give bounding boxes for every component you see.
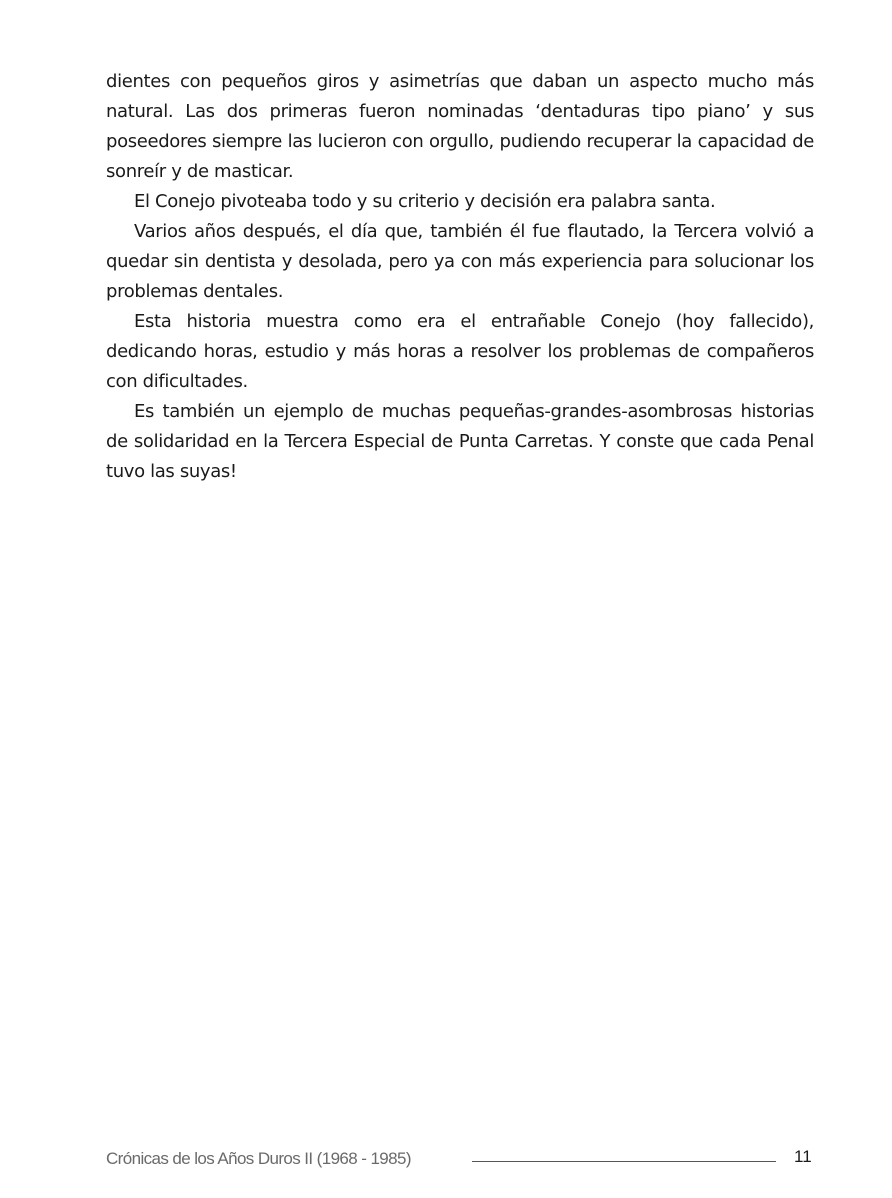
page-footer (106, 1146, 814, 1174)
paragraph-continuation: dientes con pequeños giros y asimetrías que daban un aspecto mucho más natural. Las dos primeras fueron nominadas ‘dentaduras tipo piano’ y sus poseedores siempre las lucieron con orgullo, pudiendo recuperar la capacidad de sonreír y de masticar. (106, 71, 814, 182)
paragraph-years-later: Varios años después, el día que, también él fue flautado, la Tercera volvió a quedar sin dentista y desolada, pero ya con más experiencia para solucionar los problemas dentales. (106, 221, 814, 302)
footer-divider (472, 1161, 776, 1162)
footer-book-title: Crónicas de los Años Duros II (1968 - 1985) (106, 1149, 411, 1168)
paragraph-conejo-pivot: El Conejo pivoteaba todo y su criterio y decisión era palabra santa. (134, 191, 716, 212)
paragraph-story-shows: Esta historia muestra como era el entrañable Conejo (hoy fallecido), dedicando horas, estudio y más horas a resolver los problemas de compañeros con dificultades. (106, 311, 814, 392)
page-body (106, 67, 814, 487)
paragraph-solidarity: Es también un ejemplo de muchas pequeñas-grandes-asombrosas historias de solidaridad en la Tercera Especial de Punta Carretas. Y conste que cada Penal tuvo las suyas! (106, 401, 814, 482)
page-number: 11 (794, 1147, 812, 1166)
